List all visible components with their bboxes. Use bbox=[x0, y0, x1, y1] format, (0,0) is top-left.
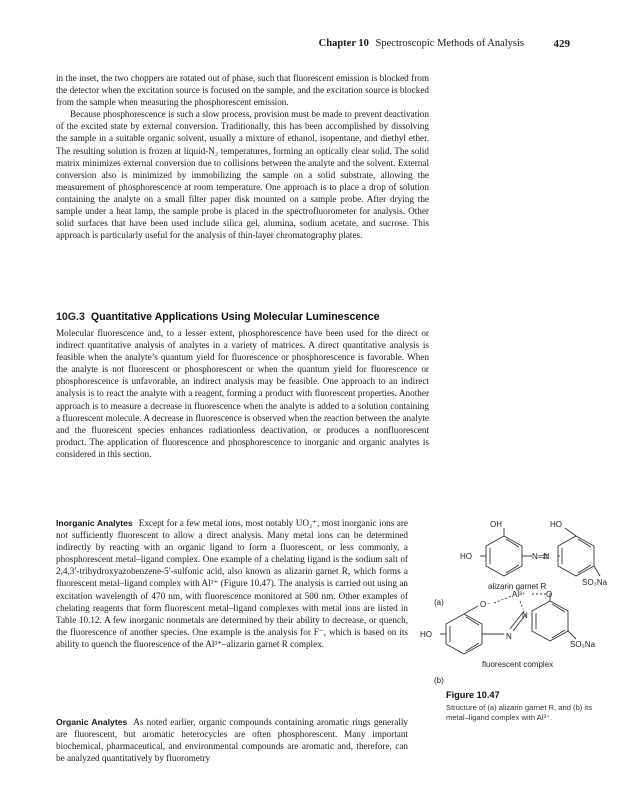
structure-b-left-ring bbox=[446, 614, 482, 654]
section-intro-text: Molecular fluorescence and, to a lesser extent, phosphorescence have been used for the direct or indirect quantitative analysis of analytes in a variety of matrices. A direct quantitative analysis is feasible when the analyte’s quantum yield for fluorescence or phosphorescence is favorable. When the analyte is not fluorescent or phosphorescent or when the quantum yield for fluorescence or phosphorescence is unfavorable, an indirect analysis may be feasible. One approach to an indirect analysis is to react the analyte with a reagent, forming a product with fluorescent properties. Another approach is to measure a decrease in fluorescence when the analyte is added to a solution containing a fluorescent molecule. A decrease in fluorescence is observed when the reaction between the analyte and the fluorescent species enhances radiationless deactivation, or produces a nonfluorescent product. The application of fluorescence and phosphorescence to inorganic and organic analytes is considered in this section. bbox=[56, 328, 429, 459]
label-b-o-ring: O bbox=[546, 590, 553, 599]
figure-caption-title: Figure 10.47 bbox=[446, 690, 500, 700]
section-intro bbox=[56, 327, 429, 460]
label-a-ho-right: HO bbox=[550, 520, 562, 529]
section-title: Quantitative Applications Using Molecular Luminescence bbox=[90, 311, 380, 323]
label-b-name: fluorescent complex bbox=[482, 660, 554, 669]
structure-b-right-ring bbox=[532, 601, 568, 641]
label-a-azo: N═N bbox=[532, 552, 550, 561]
label-b-n-upper: N bbox=[522, 611, 528, 620]
label-b-o-minus: O⁻ bbox=[480, 600, 491, 609]
section-number: 10G.3 bbox=[56, 311, 85, 323]
chapter-title: Spectroscopic Methods of Analysis bbox=[375, 38, 524, 49]
label-b-so3na: SO₃Na bbox=[570, 640, 596, 649]
paragraph-1: in the inset, the two choppers are rotated out of phase, such that fluorescent emission is blocked from the detector when the excitation source is focused on the sample, and the excitation source is blocked from the sample when measuring the phosphorescent emission. bbox=[56, 73, 429, 108]
paragraph-2: Because phosphorescence is such a slow process, provision must be made to prevent deactivation of the excited state by external conversion. Traditionally, this has been accomplished by dissolving the sample in a suitable organic solvent, usually a mixture of ethanol, isopentane, and diethyl ether. The resulting solution is frozen at liquid-N₂ temperatures, forming an optically clear solid. The solid matrix minimizes external conversion due to collisions between the analyte and the solvent. External conversion also is minimized by immobilizing the sample on a solid substrate, allowing the measurement of phosphorescence at room temperature. One approach is to place a drop of solution containing the analyte on a small filter paper disk mounted on a sample probe. After drying the sample under a heat lamp, the sample probe is placed in the spectrofluorometer for analysis. Other solid surfaces that have been used include silica gel, alumina, sodium acetate, and sucrose. This approach is particularly useful for the analysis of thin-layer chromatography plates. bbox=[56, 109, 429, 241]
chapter-label: Chapter 10 bbox=[318, 38, 369, 49]
opening-text bbox=[56, 72, 429, 241]
running-title bbox=[319, 38, 524, 49]
organic-analytes-paragraph bbox=[56, 716, 408, 764]
running-header bbox=[56, 38, 570, 54]
inorganic-text: Except for a few metal ions, most notably UO₂⁺, most inorganic ions are not sufficiently fluorescent to allow a direct analysis. Many metal ions can be determined indirectly by reacting with an organic ligand to form a fluorescent, or less commonly, a phosphorescent metal–ligand complex. One example of a chelating ligand is the sodium salt of 2,4,3′-trihydroxyazobenzene-5′-sulfonic acid, also known as alizarin garnet R, which forms a fluorescent metal–ligand complex with Al³⁺ (Figure 10.47). The analysis is carried out using an excitation wavelength of 470 nm, with fluorescence monitored at 500 nm. Other examples of chelating reagents that form fluorescent metal–ligand complexes with metal ions are listed in Table 10.12. A few inorganic nonmetals are determined by their ability to decrease, or quench, the fluorescence of another species. One example is the analysis for F⁻, which is based on its ability to quench the fluorescence of the Al³⁺–alizarin garnet R complex. bbox=[56, 518, 408, 649]
organic-text: As noted earlier, organic compounds containing aromatic rings generally are fluorescent, but aromatic heterocycles are often phosphorescent. Many important biochemical, pharmaceutical, and environmental compounds are aromatic and, therefore, can be analyzed quantitatively by fluorometry bbox=[56, 717, 408, 764]
label-b-al: Al³⁺ bbox=[512, 590, 526, 599]
label-b-n-lower: N bbox=[506, 632, 512, 641]
section-heading bbox=[56, 311, 456, 323]
inorganic-heading: Inorganic Analytes bbox=[56, 518, 133, 528]
label-a-ho-left: HO bbox=[460, 552, 472, 561]
figure-caption bbox=[446, 690, 596, 722]
label-a-oh: OH bbox=[490, 520, 502, 529]
label-a-panel: (a) bbox=[434, 598, 444, 607]
label-b-ho: HO bbox=[420, 630, 432, 639]
structure-a-left-ring bbox=[486, 536, 522, 576]
label-b-panel: (b) bbox=[434, 676, 444, 685]
figure-10-47 bbox=[420, 515, 625, 695]
organic-heading: Organic Analytes bbox=[56, 717, 128, 727]
inorganic-analytes-paragraph bbox=[56, 517, 408, 650]
label-a-name: alizarin garnet R bbox=[488, 582, 547, 591]
figure-caption-text: Structure of (a) alizarin garnet R, and (b) its metal–ligand complex with Al³⁺. bbox=[446, 703, 593, 722]
label-a-so3na: SO₃Na bbox=[582, 578, 608, 587]
structure-a-right-ring bbox=[558, 536, 594, 576]
page-number: 429 bbox=[553, 38, 570, 50]
